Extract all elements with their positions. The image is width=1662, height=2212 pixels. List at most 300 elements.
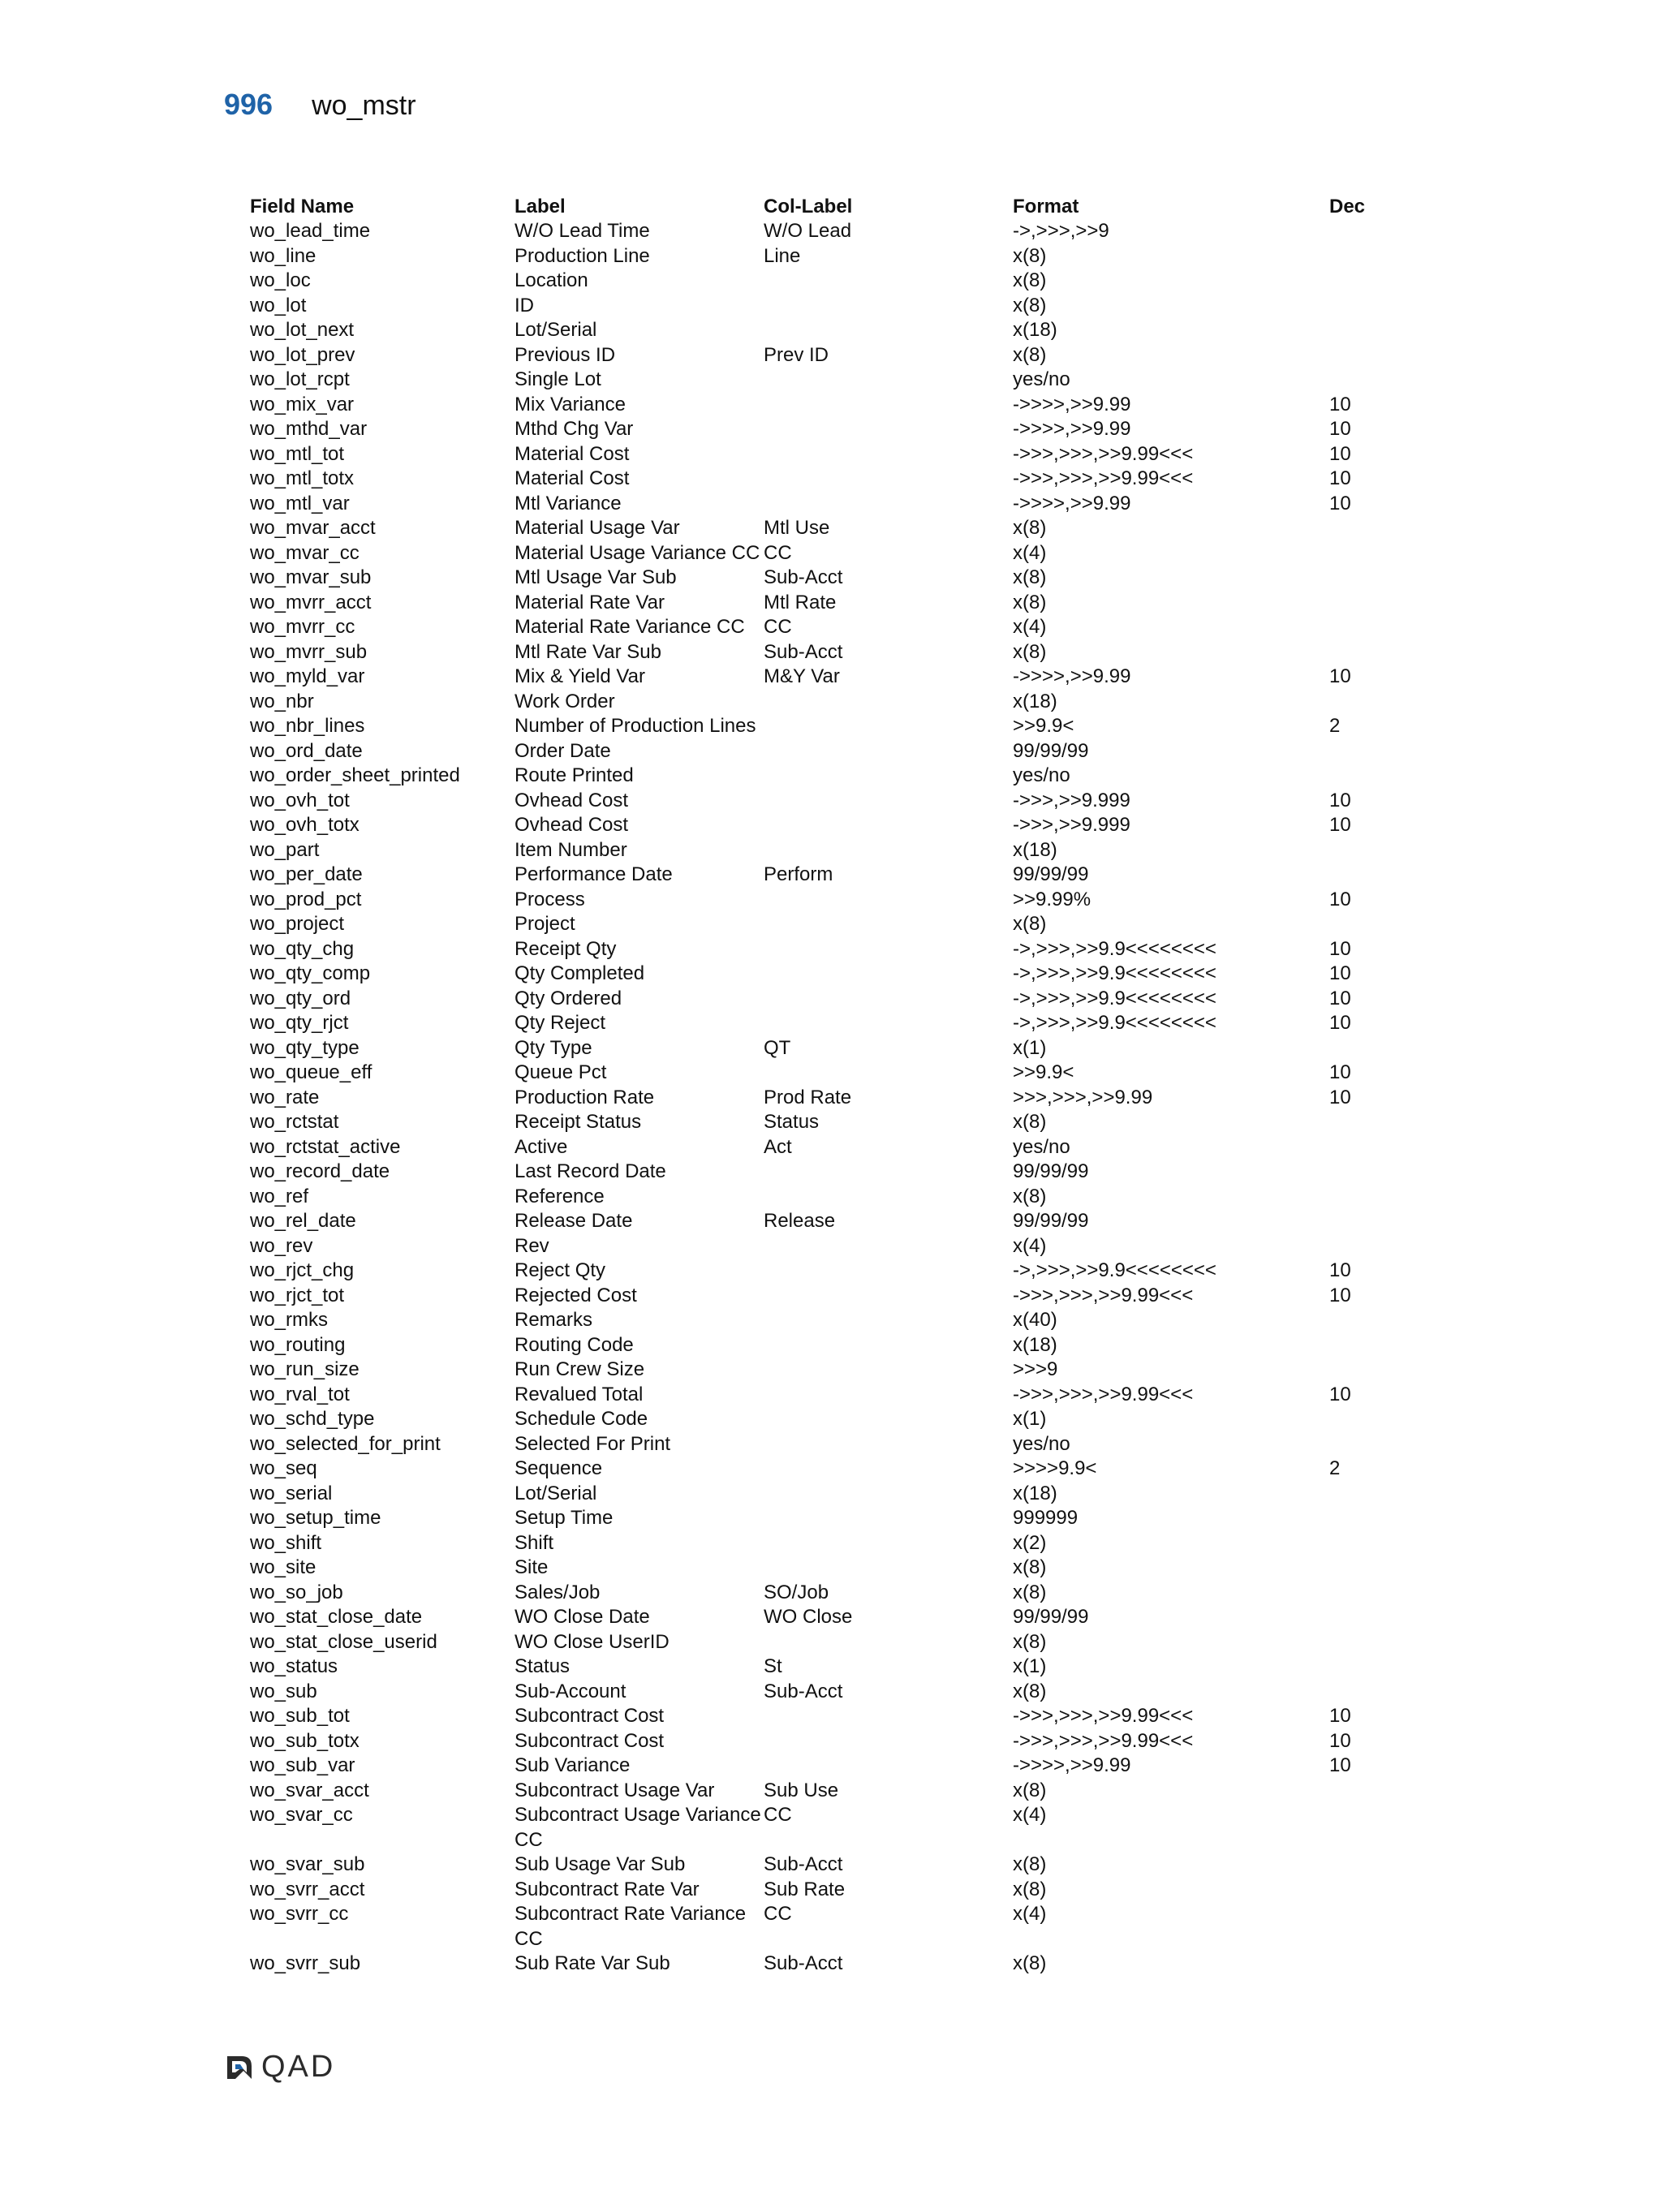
col-label-cell [764,1531,1013,1556]
field-name-cell: wo_rjct_tot [250,1284,345,1306]
label-cell: Queue Pct [515,1061,607,1083]
col-label-cell [764,1185,1013,1210]
label-cell: Subcontract Rate Variance CC [515,1903,747,1950]
table-row [250,1358,1419,1383]
format-cell: x(18) [1013,319,1057,341]
field-name-cell: wo_mthd_var [250,418,368,440]
column-header-format: Format [1013,196,1079,217]
field-name-cell: wo_rval_tot [250,1383,350,1405]
field-name-cell: wo_mvrr_sub [250,640,368,663]
dec-cell: 10 [1329,1012,1351,1034]
col-label-cell: CC [764,1903,792,1925]
col-label-cell: Mtl Rate [764,591,837,613]
format-cell: ->>>>,>>9.99 [1013,665,1131,687]
col-label-cell [764,1333,1013,1358]
dec-cell [1329,739,1419,764]
label-cell: Ovhead Cost [515,789,629,811]
field-name-cell: wo_svar_cc [250,1804,353,1826]
col-label-cell: Mtl Use [764,517,830,539]
label-cell: Qty Completed [515,962,645,984]
field-name-cell: wo_stat_close_date [250,1606,423,1628]
col-label-cell: Prod Rate [764,1086,852,1108]
qad-logo-icon [224,2053,256,2082]
dec-cell [1329,1556,1419,1581]
label-cell: Subcontract Cost [515,1705,665,1727]
table-row [250,1704,1419,1729]
table-row [250,1259,1419,1284]
field-name-cell: wo_qty_ord [250,987,351,1009]
label-cell: Mtl Usage Var Sub [515,566,677,588]
table-row [250,343,1419,368]
label-cell: Sales/Job [515,1581,601,1603]
label-cell: Lot/Serial [515,319,597,341]
qad-logo [224,2050,335,2085]
table-row [250,813,1419,838]
col-label-cell: QT [764,1036,791,1059]
label-cell: Production Line [515,244,650,267]
label-cell: Sequence [515,1457,603,1479]
dec-cell: 10 [1329,814,1351,836]
table-row [250,1581,1419,1606]
table-row [250,789,1419,814]
table-row [250,665,1419,690]
format-cell: x(18) [1013,1482,1057,1504]
label-cell: Sub Variance [515,1754,631,1776]
dec-cell: 10 [1329,1061,1351,1083]
label-cell: Remarks [515,1309,593,1331]
col-label-cell [764,1407,1013,1432]
dec-cell [1329,690,1419,715]
table-row [250,1853,1419,1878]
col-label-cell [764,1729,1013,1754]
label-cell: Reject Qty [515,1259,606,1281]
table-row [250,987,1419,1012]
table-row [250,1407,1419,1432]
label-cell: Previous ID [515,343,616,366]
format-cell: x(18) [1013,690,1057,712]
dec-cell [1329,1333,1419,1358]
field-name-cell: wo_sub_var [250,1754,355,1776]
field-name-cell: wo_svrr_cc [250,1903,349,1925]
col-label-cell [764,1358,1013,1383]
table-row [250,937,1419,962]
field-name-cell: wo_record_date [250,1160,390,1182]
field-name-cell: wo_sub_tot [250,1705,350,1727]
format-cell: ->>>,>>>,>>9.99<<< [1013,1284,1194,1306]
column-header-col-label: Col-Label [764,196,853,217]
format-cell: ->>>,>>>,>>9.99<<< [1013,467,1194,489]
col-label-cell [764,1432,1013,1457]
dec-cell: 10 [1329,1705,1351,1727]
format-cell: >>9.99% [1013,888,1091,910]
col-label-cell: Perform [764,863,833,885]
label-cell: Sub-Account [515,1680,626,1702]
col-label-cell [764,1234,1013,1259]
label-cell: Revalued Total [515,1383,644,1405]
label-cell: Order Date [515,739,611,762]
dec-cell [1329,1160,1419,1185]
label-cell: Performance Date [515,863,673,885]
table-row [250,1902,1419,1952]
col-label-cell [764,1630,1013,1655]
format-cell: ->>>>,>>9.99 [1013,418,1131,440]
label-cell: Reference [515,1185,605,1207]
col-label-cell [764,1556,1013,1581]
field-name-cell: wo_stat_close_userid [250,1630,437,1653]
dec-cell [1329,1779,1419,1804]
format-cell: x(8) [1013,1556,1047,1578]
dec-cell [1329,1531,1419,1556]
field-name-cell: wo_rate [250,1086,320,1108]
format-cell: x(8) [1013,1111,1047,1133]
format-cell: ->,>>>,>>9.9<<<<<<<< [1013,1012,1216,1034]
format-cell: x(8) [1013,1680,1047,1702]
label-cell: Release Date [515,1210,633,1232]
label-cell: Project [515,913,575,935]
table-row [250,1110,1419,1135]
format-cell: 999999 [1013,1507,1079,1529]
label-cell: Qty Ordered [515,987,622,1009]
label-cell: Mtl Variance [515,492,622,514]
col-label-cell [764,1259,1013,1284]
format-cell: x(8) [1013,1630,1047,1653]
col-label-cell [764,1754,1013,1779]
field-name-cell: wo_mvar_cc [250,541,360,564]
format-cell: x(4) [1013,1234,1047,1257]
field-name-cell: wo_svrr_acct [250,1878,365,1900]
field-name-cell: wo_seq [250,1457,317,1479]
field-name-cell: wo_prod_pct [250,888,362,910]
label-cell: Subcontract Rate Var [515,1878,700,1900]
table-row [250,1655,1419,1680]
dec-cell [1329,615,1419,640]
label-cell: Selected For Print [515,1432,671,1455]
col-label-cell [764,690,1013,715]
dec-cell: 10 [1329,987,1351,1009]
dec-cell: 10 [1329,1284,1351,1306]
table-row [250,764,1419,789]
col-label-cell: M&Y Var [764,665,840,687]
col-label-cell [764,492,1013,517]
col-label-cell [764,417,1013,442]
dec-cell [1329,1605,1419,1630]
format-cell: x(18) [1013,838,1057,861]
field-name-cell: wo_shift [250,1531,322,1554]
dec-cell: 10 [1329,1729,1351,1752]
field-name-cell: wo_mtl_totx [250,467,355,489]
col-label-cell [764,1457,1013,1482]
label-cell: ID [515,294,534,316]
col-label-cell [764,294,1013,319]
col-label-cell: W/O Lead [764,220,852,242]
format-cell: x(2) [1013,1531,1047,1554]
dec-cell: 10 [1329,962,1351,984]
field-name-cell: wo_svar_sub [250,1853,365,1875]
label-cell: Sub Usage Var Sub [515,1853,686,1875]
format-cell: x(8) [1013,517,1047,539]
dec-cell [1329,1878,1419,1903]
dec-cell [1329,269,1419,294]
table-row [250,516,1419,541]
format-cell: ->,>>>,>>9.9<<<<<<<< [1013,987,1216,1009]
table-row [250,244,1419,269]
dec-cell [1329,1185,1419,1210]
field-name-cell: wo_qty_rjct [250,1012,349,1034]
col-label-cell: Status [764,1111,820,1133]
col-label-cell [764,1506,1013,1531]
dec-cell: 10 [1329,789,1351,811]
format-cell: yes/no [1013,368,1070,390]
format-cell: x(8) [1013,913,1047,935]
table-row [250,1680,1419,1705]
field-table [250,195,1419,1977]
dec-cell [1329,1853,1419,1878]
table-row [250,1506,1419,1531]
field-name-cell: wo_qty_comp [250,962,371,984]
field-name-cell: wo_loc [250,269,311,291]
format-cell: x(8) [1013,269,1047,291]
label-cell: Material Cost [515,467,630,489]
table-row [250,1383,1419,1408]
table-row [250,838,1419,863]
page-header [224,88,416,128]
format-cell: x(8) [1013,591,1047,613]
dec-cell [1329,343,1419,368]
column-header-label: Label [515,196,566,217]
format-cell: x(8) [1013,1952,1047,1974]
column-header-dec: Dec [1329,196,1366,217]
table-body [250,219,1419,1977]
dec-cell: 10 [1329,492,1351,514]
format-cell: >>9.9< [1013,715,1074,737]
col-label-cell: Sub-Acct [764,1680,843,1702]
dec-cell: 10 [1329,1259,1351,1281]
table-header-row [250,195,1419,219]
field-name-cell: wo_svrr_sub [250,1952,361,1974]
field-name-cell: wo_per_date [250,863,363,885]
label-cell: Sub Rate Var Sub [515,1952,670,1974]
dec-cell [1329,541,1419,566]
label-cell: Material Usage Variance CC [515,541,760,564]
label-cell: Mix & Yield Var [515,665,645,687]
col-label-cell [764,789,1013,814]
table-row [250,1209,1419,1234]
label-cell: Rev [515,1234,549,1257]
col-label-cell [764,962,1013,987]
table-row [250,1754,1419,1779]
format-cell: ->,>>>,>>9.9<<<<<<<< [1013,1259,1216,1281]
format-cell: 99/99/99 [1013,1606,1089,1628]
label-cell: Production Rate [515,1086,655,1108]
field-name-cell: wo_qty_type [250,1036,360,1059]
table-row [250,1605,1419,1630]
table-row [250,442,1419,467]
col-label-cell [764,318,1013,343]
table-row [250,640,1419,665]
col-label-cell [764,368,1013,393]
dec-cell: 10 [1329,1086,1351,1108]
label-cell: Number of Production Lines [515,715,756,737]
label-cell: Setup Time [515,1507,614,1529]
dec-cell [1329,863,1419,888]
dec-cell [1329,1952,1419,1977]
format-cell: ->,>>>,>>9.9<<<<<<<< [1013,937,1216,960]
label-cell: Route Printed [515,764,634,786]
field-name-cell: wo_rev [250,1234,313,1257]
table-row [250,1135,1419,1160]
col-label-cell [764,838,1013,863]
table-row [250,1284,1419,1309]
dec-cell [1329,1506,1419,1531]
dec-cell [1329,1803,1419,1853]
dec-cell [1329,1902,1419,1952]
format-cell: >>>>9.9< [1013,1457,1097,1479]
table-row [250,1482,1419,1507]
format-cell: yes/no [1013,764,1070,786]
label-cell: Routing Code [515,1333,634,1356]
dec-cell [1329,1110,1419,1135]
table-row [250,1729,1419,1754]
label-cell: Material Usage Var [515,517,680,539]
format-cell: x(4) [1013,616,1047,638]
table-row [250,492,1419,517]
field-name-cell: wo_project [250,913,345,935]
col-label-cell: Sub-Acct [764,1853,843,1875]
col-label-cell [764,739,1013,764]
format-cell: ->>>>,>>9.99 [1013,1754,1131,1776]
dec-cell [1329,318,1419,343]
col-label-cell [764,912,1013,937]
format-cell: ->>>>,>>9.99 [1013,393,1131,415]
field-name-cell: wo_lot_prev [250,343,355,366]
label-cell: Material Rate Variance CC [515,616,745,638]
format-cell: x(8) [1013,640,1047,663]
label-cell: WO Close Date [515,1606,650,1628]
field-name-cell: wo_ovh_tot [250,789,350,811]
field-name-cell: wo_myld_var [250,665,365,687]
label-cell: Item Number [515,838,627,861]
table-row [250,393,1419,418]
field-name-cell: wo_lead_time [250,220,371,242]
format-cell: ->>>,>>>,>>9.99<<< [1013,1383,1194,1405]
table-row [250,1803,1419,1853]
col-label-cell [764,1482,1013,1507]
format-cell: x(1) [1013,1036,1047,1059]
table-row [250,1556,1419,1581]
dec-cell [1329,1432,1419,1457]
field-name-cell: wo_svar_acct [250,1779,369,1801]
table-row [250,1531,1419,1556]
format-cell: ->>>,>>>,>>9.99<<< [1013,442,1194,465]
field-name-cell: wo_selected_for_print [250,1432,441,1455]
field-name-cell: wo_serial [250,1482,333,1504]
label-cell: Shift [515,1531,554,1554]
label-cell: Subcontract Usage Var [515,1779,715,1801]
label-cell: Work Order [515,690,615,712]
dec-cell [1329,1655,1419,1680]
format-cell: x(8) [1013,244,1047,267]
field-name-cell: wo_sub_totx [250,1729,360,1752]
label-cell: Lot/Serial [515,1482,597,1504]
col-label-cell [764,1383,1013,1408]
col-label-cell [764,442,1013,467]
table-row [250,1878,1419,1903]
format-cell: 99/99/99 [1013,1160,1089,1182]
label-cell: Qty Type [515,1036,592,1059]
format-cell: ->>>,>>>,>>9.99<<< [1013,1705,1194,1727]
table-row [250,863,1419,888]
col-label-cell [764,1061,1013,1086]
dec-cell [1329,1630,1419,1655]
table-row [250,1234,1419,1259]
format-cell: 99/99/99 [1013,863,1089,885]
format-cell: ->>>,>>9.999 [1013,814,1130,836]
field-name-cell: wo_mix_var [250,393,355,415]
dec-cell [1329,219,1419,244]
label-cell: Mix Variance [515,393,626,415]
col-label-cell [764,269,1013,294]
dec-cell: 10 [1329,393,1351,415]
format-cell: >>>,>>>,>>9.99 [1013,1086,1153,1108]
field-name-cell: wo_setup_time [250,1507,381,1529]
col-label-cell: Sub Use [764,1779,839,1801]
format-cell: yes/no [1013,1135,1070,1158]
field-name-cell: wo_lot [250,294,307,316]
dec-cell [1329,1407,1419,1432]
col-label-cell: Sub-Acct [764,566,843,588]
format-cell: x(8) [1013,1185,1047,1207]
table-row [250,962,1419,987]
dec-cell [1329,1680,1419,1705]
dec-cell: 10 [1329,937,1351,960]
column-header-field-name: Field Name [250,196,355,217]
label-cell: Subcontract Usage Variance CC [515,1804,761,1851]
label-cell: Schedule Code [515,1408,648,1430]
format-cell: x(8) [1013,1779,1047,1801]
dec-cell [1329,591,1419,616]
col-label-cell: Prev ID [764,343,829,366]
format-cell: x(8) [1013,343,1047,366]
col-label-cell [764,393,1013,418]
dec-cell [1329,244,1419,269]
col-label-cell: WO Close [764,1606,853,1628]
dec-cell [1329,838,1419,863]
format-cell: x(4) [1013,541,1047,564]
col-label-cell [764,1284,1013,1309]
format-cell: x(1) [1013,1408,1047,1430]
label-cell: Mtl Rate Var Sub [515,640,661,663]
dec-cell [1329,912,1419,937]
label-cell: Rejected Cost [515,1284,637,1306]
format-cell: x(8) [1013,566,1047,588]
field-name-cell: wo_site [250,1556,316,1578]
format-cell: ->>>,>>9.999 [1013,789,1130,811]
col-label-cell [764,1308,1013,1333]
table-row [250,888,1419,913]
field-name-cell: wo_mtl_tot [250,442,345,465]
field-name-cell: wo_mtl_var [250,492,350,514]
label-cell: Mthd Chg Var [515,418,634,440]
field-name-cell: wo_line [250,244,316,267]
field-name-cell: wo_part [250,838,320,861]
field-name-cell: wo_routing [250,1333,346,1356]
table-row [250,318,1419,343]
format-cell: ->,>>>,>>9 [1013,220,1109,242]
dec-cell [1329,1581,1419,1606]
table-row [250,417,1419,442]
col-label-cell [764,467,1013,492]
field-name-cell: wo_rjct_chg [250,1259,355,1281]
